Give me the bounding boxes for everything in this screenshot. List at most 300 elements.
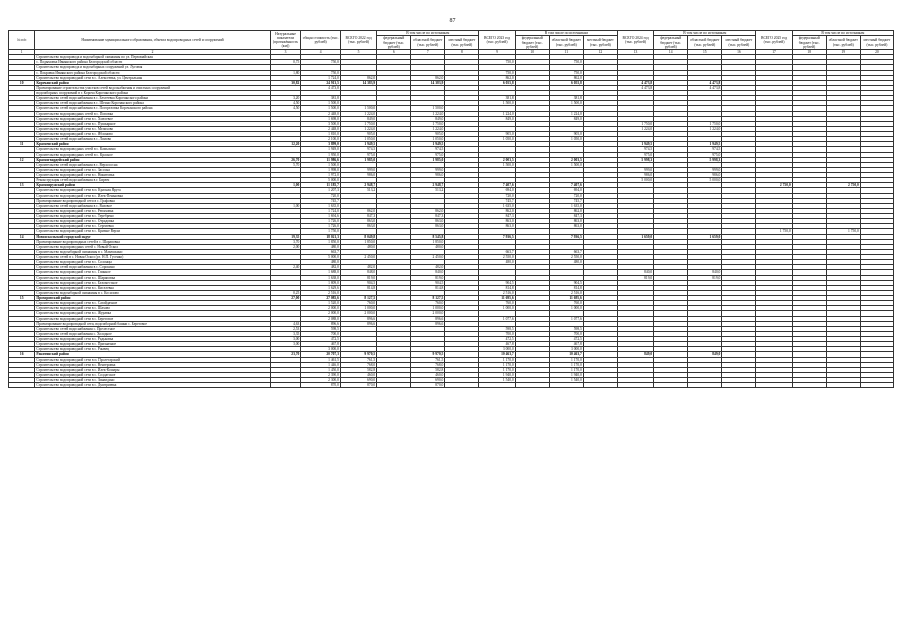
object-name-cell: Строительство сетей водоснабжения в с. Ломово bbox=[35, 137, 270, 142]
header-local: местный бюджет (тыс. рублей) bbox=[583, 36, 617, 50]
oblast-2024-cell: 1 949,5 bbox=[688, 142, 722, 147]
oblast-2023-cell: 467,8 bbox=[549, 342, 583, 347]
length-km-cell: 12,20 bbox=[270, 142, 301, 147]
header-oblast: областной бюджет (тыс. рублей) bbox=[549, 36, 583, 50]
total-cost-cell: 1 726,0 bbox=[301, 224, 341, 229]
header-sources-2022: В том числе по источникам bbox=[377, 31, 479, 36]
total-2023-cell: 862,0 bbox=[479, 75, 515, 80]
object-name-cell: Строительство водопроводной сети в с. Засосна bbox=[35, 167, 270, 172]
length-km-cell: 3,35 bbox=[270, 331, 301, 336]
object-name-cell: Строительство водопроводной сети в с. Глинное bbox=[35, 270, 270, 275]
oblast-2024-cell: 986,0 bbox=[688, 173, 722, 178]
total-2023-cell: 1 224,0 bbox=[479, 111, 515, 116]
total-2024-cell: 1 659,0 bbox=[617, 234, 653, 239]
total-cost-cell: 750,0 bbox=[301, 60, 341, 65]
total-cost-cell: 720,0 bbox=[301, 193, 341, 198]
oblast-2022-cell: 1 750,0 bbox=[411, 121, 445, 126]
object-name-cell: Строительство сетей в с. Новая Оскол (ул. Н.П. Гусенко) bbox=[35, 255, 270, 260]
column-number: 19 bbox=[826, 50, 860, 55]
total-2022-cell: 1 224,0 bbox=[340, 111, 376, 116]
oblast-2023-cell: 905,0 bbox=[549, 132, 583, 137]
object-name-cell: Строительство водопроводной сети в с. Яблоново bbox=[35, 132, 270, 137]
total-cost-cell: 5 000,0 bbox=[301, 255, 341, 260]
oblast-2025-cell: 1 750,0 bbox=[826, 229, 860, 234]
oblast-2023-cell: 1 224,0 bbox=[549, 111, 583, 116]
oblast-2022-cell: 840,0 bbox=[411, 270, 445, 275]
length-km-cell: 2,00 bbox=[270, 244, 301, 249]
object-name-cell: Строительство водопроводной сети в с. Радьковка bbox=[35, 337, 270, 342]
total-cost-cell: 1 638,0 bbox=[301, 275, 341, 280]
total-cost-cell: 1 810,0 bbox=[301, 132, 341, 137]
total-2023-cell: 2 003,5 bbox=[479, 157, 515, 162]
oblast-2023-cell: 814,8 bbox=[549, 285, 583, 290]
column-number: 11 bbox=[549, 50, 583, 55]
oblast-2025-cell bbox=[826, 383, 860, 388]
oblast-2023-cell: 1 000,0 bbox=[549, 306, 583, 311]
total-2022-cell: 760,0 bbox=[340, 301, 376, 306]
total-2022-cell: 870,0 bbox=[340, 383, 376, 388]
total-2023-cell: 2 550,0 bbox=[479, 255, 515, 260]
object-name-cell: Строительство водозаборной скважины в с. Макешкино bbox=[35, 249, 270, 254]
column-number: 10 bbox=[515, 50, 549, 55]
oblast-2023-cell: 2 516,0 bbox=[549, 290, 583, 295]
total-cost-cell: 750,0 bbox=[301, 70, 341, 75]
total-cost-cell: 2 000,0 bbox=[301, 311, 341, 316]
federal-2025-cell bbox=[792, 383, 826, 388]
oblast-2023-cell: 1 170,0 bbox=[549, 362, 583, 367]
local-2022-cell bbox=[445, 383, 479, 388]
oblast-2022-cell: 1 985,0 bbox=[411, 157, 445, 162]
total-2022-cell: 513,2 bbox=[340, 188, 376, 193]
oblast-2024-cell: 849,0 bbox=[688, 352, 722, 357]
oblast-2023-cell: 1 635,0 bbox=[549, 203, 583, 208]
object-name-cell: Ракитянский район bbox=[35, 352, 270, 357]
total-cost-cell: 870,0 bbox=[301, 383, 341, 388]
header-name: Наименование муниципального образования, объекта водопроводных сетей и сооружений bbox=[35, 31, 270, 50]
object-name-cell: Строительство водопроводной сети в с. Береговое bbox=[35, 316, 270, 321]
oblast-2023-cell: 862,0 bbox=[549, 208, 583, 213]
header-vsego-2025: ВСЕГО 2025 год (тыс. рублей) bbox=[756, 31, 792, 50]
total-cost-cell: 1 500,0 bbox=[301, 106, 341, 111]
total-2022-cell: 986,0 bbox=[340, 173, 376, 178]
total-cost-cell: 1 724,0 bbox=[301, 208, 341, 213]
object-name-cell: Корочанский район bbox=[35, 80, 270, 85]
total-2023-cell: 905,0 bbox=[479, 132, 515, 137]
total-2024-cell: 1 949,5 bbox=[617, 142, 653, 147]
total-2023-cell: 10 463,7 bbox=[479, 352, 515, 357]
column-number: 16 bbox=[722, 50, 756, 55]
object-name-cell: Строительство водопроводной сети в с. Теребрено bbox=[35, 214, 270, 219]
object-name-cell: Строительство водопроводной сети в с. Киселевка bbox=[35, 285, 270, 290]
total-2022-cell: 1 985,0 bbox=[340, 157, 376, 162]
total-cost-cell: 1 450,0 bbox=[301, 367, 341, 372]
total-2023-cell: 472,5 bbox=[479, 337, 515, 342]
oblast-2023-cell: 10 463,7 bbox=[549, 352, 583, 357]
total-cost-cell: 700,0 bbox=[301, 331, 341, 336]
oblast-2023-cell: 862,0 bbox=[549, 75, 583, 80]
length-km-cell: 4,50 bbox=[270, 101, 301, 106]
total-2022-cell: 814,8 bbox=[340, 285, 376, 290]
oblast-2022-cell: 460,0 bbox=[411, 372, 445, 377]
oblast-2023-cell: 7 936,5 bbox=[549, 234, 583, 239]
total-2022-cell: 2 000,0 bbox=[340, 311, 376, 316]
federal-2023-cell bbox=[515, 383, 549, 388]
total-cost-cell: 381,8 bbox=[301, 96, 341, 101]
total-cost-cell: 2 390,0 bbox=[301, 372, 341, 377]
object-name-cell: Новооскольский городской округ bbox=[35, 234, 270, 239]
total-2023-cell: 1 940,0 bbox=[479, 372, 515, 377]
total-cost-cell: 3 500,0 bbox=[301, 121, 341, 126]
object-name-cell: Строительство водопроводной сети в с. Илек-Кошары bbox=[35, 367, 270, 372]
total-2023-cell: 750,0 bbox=[479, 60, 515, 65]
total-cost-cell: 27 085,6 bbox=[301, 296, 341, 301]
column-number: 4 bbox=[301, 50, 341, 55]
total-2023-cell: 2 516,0 bbox=[479, 290, 515, 295]
column-number: 2 bbox=[35, 50, 270, 55]
total-cost-cell: 1 850,0 bbox=[301, 239, 341, 244]
local-2024-cell bbox=[722, 383, 756, 388]
object-name-cell: Строительство водопроводной сети в с. Ржавец bbox=[35, 347, 270, 352]
total-cost-cell: 482,0 bbox=[301, 265, 341, 270]
total-cost-cell: 24 913,5 bbox=[301, 80, 341, 85]
total-2022-cell: 975,0 bbox=[340, 152, 376, 157]
total-2023-cell: 663,7 bbox=[479, 249, 515, 254]
row-number-cell: 16 bbox=[9, 352, 35, 357]
total-cost-cell: 598,5 bbox=[301, 326, 341, 331]
oblast-2022-cell: 480,0 bbox=[411, 244, 445, 249]
total-2022-cell: 849,0 bbox=[340, 116, 376, 121]
oblast-2022-cell: 975,0 bbox=[411, 152, 445, 157]
total-2022-cell: 8 049,8 bbox=[340, 234, 376, 239]
total-2024-cell: 840,0 bbox=[617, 270, 653, 275]
table-row bbox=[9, 383, 894, 388]
total-cost-cell: 472,5 bbox=[301, 337, 341, 342]
length-km-cell: 1,00 bbox=[270, 183, 301, 188]
oblast-2022-cell: 690,0 bbox=[411, 378, 445, 383]
oblast-2022-cell: 862,0 bbox=[411, 208, 445, 213]
total-2023-cell: 700,0 bbox=[479, 331, 515, 336]
total-cost-cell: 2 088,0 bbox=[301, 316, 341, 321]
oblast-2023-cell: 760,0 bbox=[549, 301, 583, 306]
total-2022-cell: 819,0 bbox=[340, 275, 376, 280]
object-name-cell: Строительство сетей водоснабжения с. Холодное bbox=[35, 331, 270, 336]
oblast-2023-cell: 904,5 bbox=[549, 280, 583, 285]
column-number: 12 bbox=[583, 50, 617, 55]
length-km-cell: 1,80 bbox=[270, 70, 301, 75]
oblast-2023-cell: 750,0 bbox=[549, 60, 583, 65]
total-2023-cell: 750,0 bbox=[479, 70, 515, 75]
object-name-cell: Строительство сетей водоснабжения с. Прелестное bbox=[35, 326, 270, 331]
total-2024-cell: 1 224,0 bbox=[617, 126, 653, 131]
header-local: местный бюджет (тыс. рублей) bbox=[445, 36, 479, 50]
total-2022-cell: 9 970,5 bbox=[340, 352, 376, 357]
oblast-2023-cell: 1 170,0 bbox=[549, 367, 583, 372]
header-sources-2025: В том числе по источникам bbox=[792, 31, 893, 36]
total-2023-cell: 760,0 bbox=[479, 301, 515, 306]
local-2023-cell bbox=[583, 383, 617, 388]
oblast-2022-cell: 905,0 bbox=[411, 132, 445, 137]
object-name-cell: Строительство водопроводной сети в с. Кривые Верхи bbox=[35, 229, 270, 234]
length-km-cell: 3,00 bbox=[270, 337, 301, 342]
total-2024-cell: 1 750,0 bbox=[617, 121, 653, 126]
header-local: местный бюджет (тыс. рублей) bbox=[860, 36, 893, 50]
total-2023-cell: 1 077,6 bbox=[479, 316, 515, 321]
total-2023-cell: 7 936,5 bbox=[479, 234, 515, 239]
oblast-2023-cell: 480,0 bbox=[549, 260, 583, 265]
total-2022-cell: 862,0 bbox=[340, 208, 376, 213]
length-km-cell: 5,70 bbox=[270, 162, 301, 167]
oblast-2023-cell: 1 540,0 bbox=[549, 378, 583, 383]
object-name-cell: Строительство водопроводной сети в с. Призначное bbox=[35, 342, 270, 347]
object-name-cell: водозаборных сооружений в г. Короча Корочанского района bbox=[35, 91, 270, 96]
object-name-cell: Проектирование водопроводных сетей в с. Шараповка bbox=[35, 239, 270, 244]
page-number: 87 bbox=[449, 18, 456, 24]
header-oblast: областной бюджет (тыс. рублей) bbox=[411, 36, 445, 50]
oblast-2022-cell: 8 127,5 bbox=[411, 296, 445, 301]
header-local: местный бюджет (тыс. рублей) bbox=[722, 36, 756, 50]
length-km-cell: 3,70 bbox=[270, 239, 301, 244]
oblast-2023-cell: 7 407,6 bbox=[549, 183, 583, 188]
oblast-2022-cell: 1 224,0 bbox=[411, 111, 445, 116]
total-2022-cell: 896,6 bbox=[340, 316, 376, 321]
oblast-2023-cell: 472,5 bbox=[549, 337, 583, 342]
column-number: 17 bbox=[756, 50, 792, 55]
total-cost-cell: 1 950,0 bbox=[301, 152, 341, 157]
total-2023-cell: 6 055,8 bbox=[479, 80, 515, 85]
row-number-cell: 12 bbox=[9, 157, 35, 162]
object-name-cell: Краснояружский район bbox=[35, 183, 270, 188]
total-2023-cell: 863,0 bbox=[479, 224, 515, 229]
oblast-2024-cell: 840,0 bbox=[688, 270, 722, 275]
oblast-2022-cell: 14 383,9 bbox=[411, 80, 445, 85]
oblast-2022-cell: 482,0 bbox=[411, 265, 445, 270]
header-total: общая стоимость (тыс. рублей) bbox=[301, 31, 341, 50]
oblast-2022-cell: 847,3 bbox=[411, 214, 445, 219]
total-2023-cell: 3 000,0 bbox=[479, 347, 515, 352]
object-name-cell: Строительство водопроводной сети в с. Шахово bbox=[35, 306, 270, 311]
total-cost-cell: 2 100,0 bbox=[301, 137, 341, 142]
object-name-cell: Строительство водопроводной сети в п. Пролетарский bbox=[35, 357, 270, 362]
total-2022-cell: 848,0 bbox=[340, 270, 376, 275]
total-2023-cell: 720,0 bbox=[479, 193, 515, 198]
header-vsego-2023: ВСЕГО 2023 год (тыс. рублей) bbox=[479, 31, 515, 50]
oblast-2022-cell: 896,6 bbox=[411, 316, 445, 321]
oblast-2022-cell: 513,2 bbox=[411, 188, 445, 193]
total-cost-cell: 1 726,0 bbox=[301, 219, 341, 224]
oblast-2022-cell: 1 050,0 bbox=[411, 137, 445, 142]
total-cost-cell: 1 724,0 bbox=[301, 75, 341, 80]
total-2024-cell: 975,0 bbox=[617, 152, 653, 157]
header-natural: Натуральные показатели (протяжённость (км)) bbox=[270, 31, 301, 50]
oblast-2022-cell: 814,8 bbox=[411, 285, 445, 290]
length-km-cell: 4,50 bbox=[270, 106, 301, 111]
object-name-cell: Строительство водопроводных сетей с. Новый Оскол bbox=[35, 244, 270, 249]
header-federal: федеральный бюджет (тыс. рублей) bbox=[792, 36, 826, 50]
total-2023-cell: 745,7 bbox=[479, 198, 515, 203]
oblast-2022-cell: 904,5 bbox=[411, 280, 445, 285]
total-2023-cell: 598,5 bbox=[479, 326, 515, 331]
total-2023-cell: 694,0 bbox=[479, 188, 515, 193]
column-number: 9 bbox=[479, 50, 515, 55]
total-2022-cell: 690,0 bbox=[340, 378, 376, 383]
oblast-2023-cell: 1 050,0 bbox=[549, 137, 583, 142]
object-name-cell: Строительство сетей водоснабжения в с. Погореловка Корочанского района bbox=[35, 106, 270, 111]
oblast-2023-cell: 381,8 bbox=[549, 96, 583, 101]
total-2023-cell: 904,5 bbox=[479, 280, 515, 285]
object-name-cell: Строительство водозаборной скважины в с. Косилово bbox=[35, 290, 270, 295]
length-km-cell: 1,00 bbox=[270, 203, 301, 208]
object-name-cell: Строительство водопроводной сети в с. Венгеровка bbox=[35, 362, 270, 367]
total-cost-cell: 467,8 bbox=[301, 342, 341, 347]
total-2023-cell: 1 170,0 bbox=[479, 362, 515, 367]
total-2022-cell: 2 948,7 bbox=[340, 183, 376, 188]
oblast-2022-cell: 1 224,0 bbox=[411, 126, 445, 131]
length-km-cell: 23,70 bbox=[270, 352, 301, 357]
total-cost-cell: 480,0 bbox=[301, 244, 341, 249]
total-2023-cell: 1 635,0 bbox=[479, 203, 515, 208]
oblast-2023-cell: 1 170,0 bbox=[549, 357, 583, 362]
total-2023-cell: 1 170,0 bbox=[479, 367, 515, 372]
oblast-2023-cell: 694,0 bbox=[549, 188, 583, 193]
total-2024-cell: 5 000,0 bbox=[617, 178, 653, 183]
header-oblast: областной бюджет (тыс. рублей) bbox=[688, 36, 722, 50]
total-2023-cell: 849,0 bbox=[479, 116, 515, 121]
total-2022-cell: 905,0 bbox=[340, 132, 376, 137]
total-cost-cell: 11 185,7 bbox=[301, 183, 341, 188]
total-2023-cell: 381,8 bbox=[479, 96, 515, 101]
oblast-2024-cell: 5 998,3 bbox=[688, 157, 722, 162]
oblast-2022-cell: 8 545,8 bbox=[411, 234, 445, 239]
object-name-cell: Красненский район bbox=[35, 142, 270, 147]
total-2023-cell: 11 695,6 bbox=[479, 296, 515, 301]
oblast-2022-cell: 2 948,7 bbox=[411, 183, 445, 188]
water-network-table bbox=[8, 30, 894, 388]
header-federal: федеральный бюджет (тыс. рублей) bbox=[377, 36, 411, 50]
oblast-2022-cell: 768,0 bbox=[411, 362, 445, 367]
length-km-cell: 27,00 bbox=[270, 296, 301, 301]
object-name-cell: Строительство сетей водоснабжения в с. Шеино Корочанского района bbox=[35, 101, 270, 106]
object-name-cell: Строительство водопроводной сети в с. Отрадовка bbox=[35, 219, 270, 224]
total-2022-cell: 582,8 bbox=[340, 367, 376, 372]
oblast-2022-cell: 1 000,0 bbox=[411, 306, 445, 311]
header-vsego-2022: ВСЕГО 2022 год (тыс. рублей) bbox=[340, 31, 376, 50]
total-cost-cell: 20 707,3 bbox=[301, 352, 341, 357]
object-name-cell: Строительство водопроводных сетей в с. Поповка bbox=[35, 111, 270, 116]
object-name-cell: Строительство водопроводной сети в с. Дмитриевка bbox=[35, 383, 270, 388]
oblast-2023-cell: 663,7 bbox=[549, 249, 583, 254]
oblast-2023-cell: 1 077,6 bbox=[549, 316, 583, 321]
federal-2024-cell bbox=[654, 383, 688, 388]
oblast-2024-cell: 975,0 bbox=[688, 152, 722, 157]
object-name-cell: Строительство сетей водоснабжения в с. Верхососна bbox=[35, 162, 270, 167]
oblast-2024-cell bbox=[688, 383, 722, 388]
object-name-cell: Прохоровский район bbox=[35, 296, 270, 301]
row-number-cell: 14 bbox=[9, 234, 35, 239]
oblast-2023-cell: 849,0 bbox=[549, 116, 583, 121]
total-cost-cell: 1 688,0 bbox=[301, 270, 341, 275]
total-2023-cell: 863,0 bbox=[479, 219, 515, 224]
object-name-cell: Строительство сетей водоснабжения в с. Сорокино bbox=[35, 265, 270, 270]
oblast-2023-cell: 750,0 bbox=[549, 70, 583, 75]
oblast-2024-cell: 999,0 bbox=[688, 167, 722, 172]
object-name-cell: Строительство водопровода и водозаборных сооружений ул. Луговая bbox=[35, 65, 270, 70]
total-cost-cell: 5 000,0 bbox=[301, 178, 341, 183]
total-2025-cell bbox=[756, 383, 792, 388]
object-name-cell: Строительство водопроводной сети в с. Зинаидино bbox=[35, 378, 270, 383]
oblast-2022-cell: 582,8 bbox=[411, 367, 445, 372]
length-km-cell: 2,53 bbox=[270, 326, 301, 331]
column-number: 8 bbox=[445, 50, 479, 55]
total-cost-cell: 1 635,0 bbox=[301, 203, 341, 208]
object-name-cell: Строительство водопроводной сети в с. Илек-Пеньковка bbox=[35, 193, 270, 198]
total-cost-cell: 663,7 bbox=[301, 249, 341, 254]
oblast-2022-cell: 870,0 bbox=[411, 383, 445, 388]
oblast-2022-cell: 2 450,0 bbox=[411, 255, 445, 260]
total-2022-cell: 761,5 bbox=[340, 357, 376, 362]
total-2022-cell: 847,3 bbox=[340, 214, 376, 219]
total-2024-cell: 986,0 bbox=[617, 173, 653, 178]
oblast-2023-cell: 2 550,0 bbox=[549, 255, 583, 260]
total-2024-cell: 4 473,8 bbox=[617, 85, 653, 90]
object-name-cell: с. Подымовка Ивнянского района Белгородской области bbox=[35, 60, 270, 65]
total-2024-cell: 999,0 bbox=[617, 167, 653, 172]
length-km-cell: 3,00 bbox=[270, 342, 301, 347]
total-2022-cell: 768,0 bbox=[340, 362, 376, 367]
oblast-2023-cell: 11 695,6 bbox=[549, 296, 583, 301]
total-2023-cell: 862,0 bbox=[479, 208, 515, 213]
total-2022-cell: 480,0 bbox=[340, 244, 376, 249]
column-number: 5 bbox=[340, 50, 376, 55]
total-cost-cell: 1 207,3 bbox=[301, 188, 341, 193]
total-cost-cell: 1 520,0 bbox=[301, 301, 341, 306]
oblast-2025-cell: 2 750,0 bbox=[826, 183, 860, 188]
object-name-cell: Строительство водопроводной сети в с. Солонцы bbox=[35, 260, 270, 265]
total-cost-cell: 1 500,0 bbox=[301, 101, 341, 106]
object-name-cell: Строительство сетей водоснабжения в с. Бехтеевка Корочанского района bbox=[35, 96, 270, 101]
header-sources-2024: В том числе по источникам bbox=[654, 31, 756, 36]
total-2022-cell: 896,6 bbox=[340, 321, 376, 326]
oblast-2022-cell: 761,5 bbox=[411, 357, 445, 362]
object-name-cell: Проектирование строительства участков сетей водоснабжения и очистных сооружений bbox=[35, 85, 270, 90]
oblast-2023-cell: 6 055,8 bbox=[549, 80, 583, 85]
total-cost-cell: 3 899,0 bbox=[301, 142, 341, 147]
total-2025-cell: 2 750,0 bbox=[756, 183, 792, 188]
object-name-cell: Проектирование водопроводной сети в с. Графовка bbox=[35, 198, 270, 203]
total-cost-cell: 1 750,0 bbox=[301, 229, 341, 234]
object-name-cell: Строительство сетей водоснабжения в с. Вязовое bbox=[35, 203, 270, 208]
oblast-2023-cell bbox=[549, 383, 583, 388]
oblast-2022-cell: 1 949,5 bbox=[411, 142, 445, 147]
length-km-cell: 4,63 bbox=[270, 321, 301, 326]
oblast-2024-cell: 819,0 bbox=[688, 275, 722, 280]
total-cost-cell: 2 000,0 bbox=[301, 306, 341, 311]
header-vsego-2024: ВСЕГО 2024 год (тыс. рублей) bbox=[617, 31, 653, 50]
total-cost-cell: 18 021,3 bbox=[301, 234, 341, 239]
object-name-cell: Строительство водопровода и водозаборной скважины по ул. Первомайская bbox=[35, 55, 270, 60]
length-km-cell: 19,35 bbox=[270, 234, 301, 239]
oblast-2022-cell: 1 850,0 bbox=[411, 239, 445, 244]
column-number: 14 bbox=[654, 50, 688, 55]
total-2023-cell: 480,0 bbox=[479, 260, 515, 265]
object-name-cell: Проектирование водопроводной сети, водозаборной башни с. Береговое bbox=[35, 321, 270, 326]
oblast-2024-cell: 974,5 bbox=[688, 147, 722, 152]
length-km-cell: 30,82 bbox=[270, 80, 301, 85]
total-cost-cell: 2 448,0 bbox=[301, 126, 341, 131]
total-2023-cell: 1 050,0 bbox=[479, 137, 515, 142]
object-name-cell: Реконструкция сетей водоснабжения в г. Бирюч bbox=[35, 178, 270, 183]
total-cost-cell: 2 300,0 bbox=[301, 378, 341, 383]
oblast-2023-cell: 1 500,0 bbox=[549, 101, 583, 106]
